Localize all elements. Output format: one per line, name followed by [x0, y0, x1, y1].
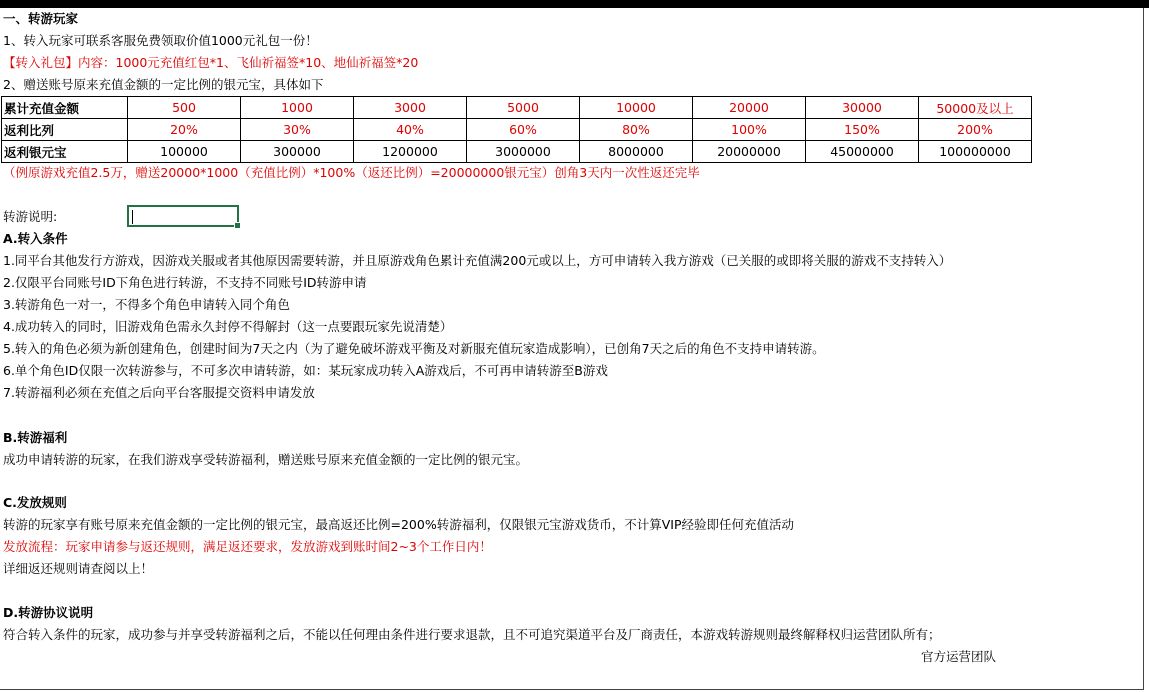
table-cell: 300000: [241, 141, 354, 163]
table-cell: 1200000: [354, 141, 467, 163]
table-cell: 80%: [580, 119, 693, 141]
table-cell: 60%: [467, 119, 580, 141]
table-cell: 1000: [241, 97, 354, 119]
table-cell: 20000: [693, 97, 806, 119]
section-d-title: D.转游协议说明: [3, 605, 94, 620]
table-cell: 40%: [354, 119, 467, 141]
row-header: 累计充值金额: [2, 97, 128, 119]
section-a-item: 4.成功转入的同时，旧游戏角色需永久封停不得解封（这一点要跟玩家先说清楚）: [3, 319, 453, 334]
section-a-item: 6.单个角色ID仅限一次转游参与，不可多次申请转游，如：某玩家成功转入A游戏后，不可再申请转游至B游戏: [3, 363, 608, 378]
top-bar: [0, 0, 1149, 8]
gift-line: 【转入礼包】内容：1000元充值红包*1、飞仙祈福签*10、地仙祈福签*20: [3, 55, 419, 70]
line-2: 2、赠送账号原来充值金额的一定比例的银元宝，具体如下: [3, 77, 324, 92]
section-b-text: 成功申请转游的玩家，在我们游戏享受转游福利，赠送账号原来充值金额的一定比例的银元宝。: [3, 452, 529, 467]
section-a-item: 3.转游角色一对一，不得多个角色申请转入同个角色: [3, 297, 290, 312]
example-note: （例原游戏充值2.5万，赠送20000*1000（充值比例）*100%（返还比例）=20000000银元宝）创角3天内一次性返还完毕: [3, 165, 700, 180]
table-cell: 5000: [467, 97, 580, 119]
table-cell: 20%: [128, 119, 241, 141]
table-cell: 45000000: [806, 141, 919, 163]
section-c-text: 转游的玩家享有账号原来充值金额的一定比例的银元宝，最高返还比例=200%转游福利，仅限银元宝游戏货币，不计算VIP经验即任何充值活动: [3, 517, 794, 532]
table-cell: 10000: [580, 97, 693, 119]
table-cell: 100%: [693, 119, 806, 141]
section-d-text: 符合转入条件的玩家，成功参与并享受转游福利之后，不能以任何理由条件进行要求退款，且不可追究渠道平台及厂商责任，本游戏转游规则最终解释权归运营团队所有；: [3, 627, 941, 642]
signature: 官方运营团队: [921, 649, 997, 664]
section-a-item: 7.转游福利必须在充值之后向平台客服提交资料申请发放: [3, 385, 315, 400]
table-cell: 8000000: [580, 141, 693, 163]
table-cell: 150%: [806, 119, 919, 141]
table-cell: 100000: [128, 141, 241, 163]
table-row: [2, 97, 1032, 119]
text-caret: [132, 210, 133, 224]
line-1: 1、转入玩家可联系客服免费领取价值1000元礼包一份！: [3, 33, 318, 48]
section-a-item: 2.仅限平台同账号ID下角色进行转游，不支持不同账号ID转游申请: [3, 275, 367, 290]
section-c-title: C.发放规则: [3, 495, 67, 510]
section-c-process: 发放流程：玩家申请参与返还规则，满足返还要求，发放游戏到账时间2~3个工作日内！: [3, 539, 492, 554]
transfer-note-label: 转游说明:: [3, 209, 58, 224]
rebate-table: [1, 96, 1032, 163]
table-cell: 3000: [354, 97, 467, 119]
table-row: [2, 141, 1032, 163]
fill-handle[interactable]: [234, 222, 241, 229]
section-c-detail: 详细返还规则请查阅以上！: [3, 561, 154, 576]
table-cell: 30000: [806, 97, 919, 119]
selected-cell[interactable]: [127, 205, 239, 227]
table-cell: 500: [128, 97, 241, 119]
section-a-item: 1.同平台其他发行方游戏，因游戏关服或者其他原因需要转游，并且原游戏角色累计充值满200元或以上，方可申请转入我方游戏（已关服的或即将关服的游戏不支持转入）: [3, 253, 952, 268]
table-cell: 20000000: [693, 141, 806, 163]
row-header: 返利比列: [2, 119, 128, 141]
section-a-item: 5.转入的角色必须为新创建角色，创建时间为7天之内（为了避免破坏游戏平衡及对新服充值玩家造成影响），已创角7天之后的角色不支持申请转游。: [3, 341, 825, 356]
section1-title: 一、转游玩家: [3, 11, 79, 26]
section-a-title: A.转入条件: [3, 231, 68, 246]
table-cell: 50000及以上: [919, 97, 1032, 119]
table-cell: 3000000: [467, 141, 580, 163]
table-cell: 200%: [919, 119, 1032, 141]
table-row: [2, 119, 1032, 141]
table-cell: 100000000: [919, 141, 1032, 163]
table-cell: 30%: [241, 119, 354, 141]
row-header: 返利银元宝: [2, 141, 128, 163]
section-b-title: B.转游福利: [3, 430, 68, 445]
